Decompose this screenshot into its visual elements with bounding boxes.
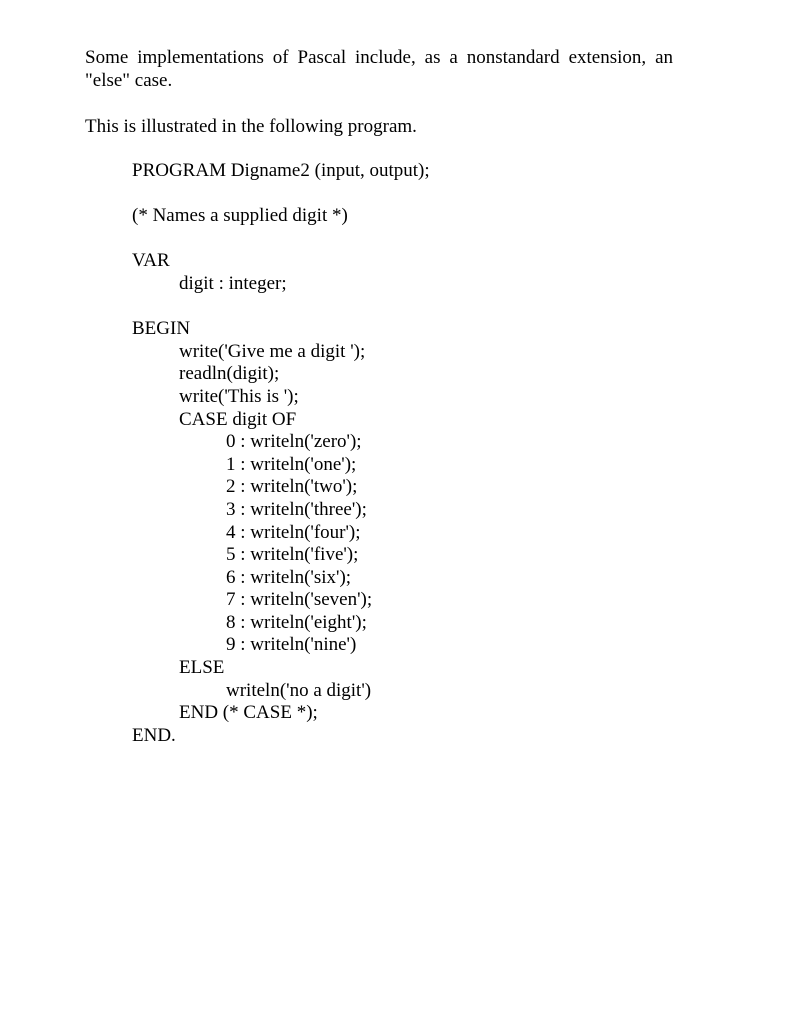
- intro-paragraph-illustration: This is illustrated in the following program.: [85, 116, 417, 137]
- write-prompt-line: write('Give me a digit ');: [179, 340, 366, 362]
- program-header-line: PROGRAM Digname2 (input, output);: [132, 160, 430, 181]
- case-branch-line: 7 : writeln('seven');: [226, 589, 373, 611]
- case-end-line: END (* CASE *);: [179, 702, 318, 724]
- case-branch-line: 1 : writeln('one');: [226, 453, 357, 475]
- case-header-line: CASE digit OF: [179, 408, 297, 430]
- case-branch-line: 2 : writeln('two');: [226, 476, 358, 498]
- blank-line: [132, 183, 673, 206]
- case-branch-line: 9 : writeln('nine'): [226, 634, 357, 656]
- case-branch-line: 4 : writeln('four');: [226, 521, 361, 543]
- write-this-line: write('This is ');: [179, 385, 299, 407]
- blank-line: [132, 228, 673, 251]
- document-page: [85, 46, 673, 747]
- case-branch-line: 0 : writeln('zero');: [226, 431, 362, 453]
- case-branch-line: 5 : writeln('five');: [226, 544, 359, 566]
- blank-line: [132, 296, 673, 319]
- pascal-program-listing: [132, 160, 673, 747]
- readln-line: readln(digit);: [179, 363, 280, 385]
- begin-keyword-line: BEGIN: [132, 318, 191, 340]
- else-keyword-line: ELSE: [179, 657, 225, 679]
- intro-paragraph: Some implementations of Pascal include, as a nonstandard extension, an "else" case.: [85, 47, 673, 91]
- program-end-line: END.: [132, 724, 176, 746]
- case-branch-line: 6 : writeln('six');: [226, 566, 352, 588]
- else-statement-line: writeln('no a digit'): [226, 679, 372, 701]
- case-branch-line: 3 : writeln('three');: [226, 498, 367, 520]
- program-comment-line: (* Names a supplied digit *): [132, 205, 348, 227]
- var-keyword-line: VAR: [132, 250, 170, 272]
- var-declaration-line: digit : integer;: [179, 272, 287, 294]
- case-branch-line: 8 : writeln('eight');: [226, 611, 367, 633]
